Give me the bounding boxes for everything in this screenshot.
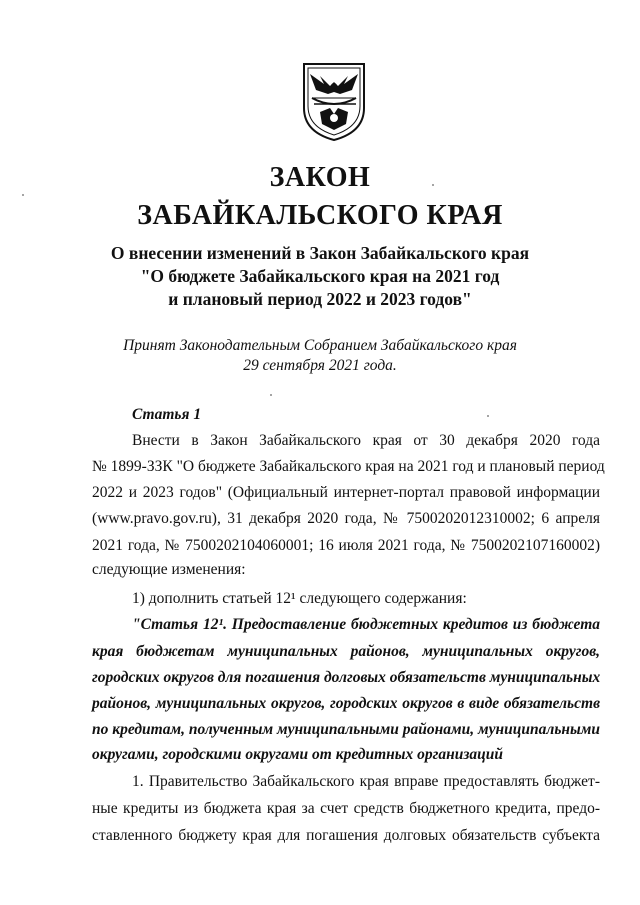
- body-line: 2022 и 2023 годов" (Официальный интернет-портал правовой информации: [92, 484, 600, 501]
- article-heading: Статья 1: [132, 406, 202, 423]
- body-line: ные кредиты из бюджета края за счет средств бюджетного кредита, предо-: [92, 800, 600, 817]
- document-title-region: ЗАБАЙКАЛЬСКОГО КРАЯ: [137, 200, 503, 231]
- body-line-emphasis: края бюджетам муниципальных районов, муниципальных округов,: [92, 643, 600, 660]
- body-line: Внести в Закон Забайкальского края от 30 декабря 2020 года: [132, 432, 600, 449]
- subtitle-line: О внесении изменений в Закон Забайкальского края: [110, 243, 530, 263]
- scan-speck: [270, 394, 272, 396]
- body-line-emphasis: округами, городскими округами от кредитных организаций: [92, 746, 504, 763]
- scan-speck: [432, 184, 434, 186]
- coat-of-arms-icon: [300, 62, 368, 142]
- body-line-emphasis: районов, муниципальных округов, городских округов в виде обязательств: [92, 695, 600, 712]
- adoption-note: Принят Законодательным Собранием Забайкальского края: [123, 337, 517, 354]
- scan-speck: [22, 194, 24, 196]
- document-title: ЗАКОН: [269, 162, 371, 193]
- body-line-emphasis: по кредитам, полученным муниципальными районами, муниципальными: [92, 721, 600, 738]
- body-line: следующие изменения:: [92, 561, 246, 578]
- body-line: 1) дополнить статьей 12¹ следующего содержания:: [132, 590, 467, 607]
- body-line: (www.pravo.gov.ru), 31 декабря 2020 года, № 7500202012310002; 6 апреля: [92, 510, 600, 527]
- body-line-emphasis: "Статья 12¹. Предоставление бюджетных кредитов из бюджета: [132, 616, 600, 633]
- body-line: № 1899-ЗЗК "О бюджете Забайкальского края на 2021 год и плановый период: [92, 458, 605, 475]
- subtitle-line: и плановый период 2022 и 2023 годов": [168, 289, 472, 309]
- body-line-emphasis: городских округов для погашения долговых обязательств муниципальных: [92, 669, 601, 686]
- body-line: 1. Правительство Забайкальского края вправе предоставлять бюджет-: [132, 773, 600, 790]
- body-line: 2021 года, № 7500202104060001; 16 июля 2021 года, № 7500202107160002): [92, 537, 600, 554]
- body-line: ставленного бюджету края для погашения долговых обязательств субъекта: [92, 827, 600, 844]
- scan-speck: [487, 415, 489, 417]
- adoption-date: 29 сентября 2021 года.: [243, 357, 397, 374]
- subtitle-line: "О бюджете Забайкальского края на 2021 год: [140, 266, 500, 286]
